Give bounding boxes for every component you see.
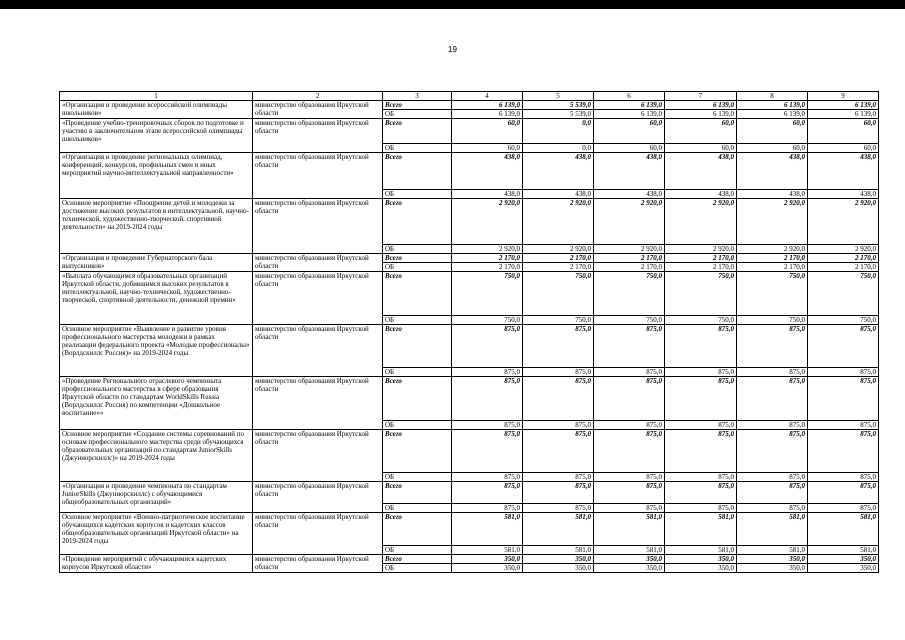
ob-value-cell: 2 920,0	[523, 245, 594, 254]
total-value-cell: 875,0	[523, 482, 594, 504]
ob-value-cell: 0,0	[523, 144, 594, 153]
event-name-cell: «Проведение мероприятий с обучающимися кадетских корпусов Иркутской области»	[60, 555, 253, 573]
ob-value-cell: 6 139,0	[737, 110, 808, 119]
ob-value-cell: 875,0	[523, 473, 594, 482]
table-row	[60, 325, 879, 368]
event-name-cell: «Организация и проведение Губернаторского бала выпускников»	[60, 254, 253, 272]
funding-kind-total: Всего	[383, 513, 452, 546]
total-value-cell: 2 170,0	[665, 254, 737, 263]
ob-value-cell: 2 170,0	[594, 263, 665, 272]
ob-value-cell: 60,0	[737, 144, 808, 153]
total-value-cell: 438,0	[665, 153, 737, 190]
total-value-cell: 2 170,0	[452, 254, 523, 263]
total-value-cell: 350,0	[452, 555, 523, 564]
ob-value-cell: 350,0	[594, 564, 665, 573]
ob-value-cell: 750,0	[808, 316, 879, 325]
funding-kind-ob: ОБ	[383, 421, 452, 430]
table-row	[60, 377, 879, 421]
executor-cell: министерство образования Иркутской области	[253, 555, 383, 573]
column-header: 5	[523, 92, 594, 101]
event-name-cell: «Выплата обучающимся образовательных организаций Иркутской области, добившимся высоких результатов в интеллектуальной, научно-технической, художественно-творческой, спортивной деятельности, денежной премии»	[60, 272, 253, 325]
event-name-cell: Основное мероприятие «Выявление и развитие уровня профессионального мастерства молодежи в рамках реализации федерального проекта «Молодые профессионалы» (Ворлдскиллс Россия)» на 2019-2024 годы	[60, 325, 253, 377]
total-value-cell: 875,0	[523, 325, 594, 368]
total-value-cell: 875,0	[452, 430, 523, 473]
ob-value-cell: 750,0	[523, 316, 594, 325]
event-name-cell: «Организация и проведение всероссийской олимпиады школьников»	[60, 101, 253, 119]
ob-value-cell: 581,0	[523, 546, 594, 555]
event-name-cell: «Организация и проведение чемпионата по стандартам JuniorSkills (Джуниорскиллс) с обучающимися общеобразовательных организаций»	[60, 482, 253, 513]
ob-value-cell: 2 920,0	[737, 245, 808, 254]
ob-value-cell: 875,0	[594, 368, 665, 377]
total-value-cell: 2 920,0	[594, 199, 665, 245]
total-value-cell: 750,0	[737, 272, 808, 316]
ob-value-cell: 875,0	[665, 421, 737, 430]
top-border-bar	[0, 0, 905, 9]
ob-value-cell: 875,0	[452, 473, 523, 482]
ob-value-cell: 875,0	[737, 473, 808, 482]
ob-value-cell: 6 139,0	[452, 110, 523, 119]
ob-value-cell: 875,0	[665, 368, 737, 377]
ob-value-cell: 750,0	[737, 316, 808, 325]
funding-kind-total: Всего	[383, 555, 452, 564]
ob-value-cell: 581,0	[594, 546, 665, 555]
funding-kind-total: Всего	[383, 482, 452, 504]
ob-value-cell: 875,0	[594, 473, 665, 482]
table-row	[60, 199, 879, 245]
total-value-cell: 875,0	[737, 377, 808, 421]
ob-value-cell: 350,0	[523, 564, 594, 573]
ob-value-cell: 875,0	[452, 368, 523, 377]
ob-value-cell: 875,0	[452, 421, 523, 430]
ob-value-cell: 2 920,0	[594, 245, 665, 254]
ob-value-cell: 875,0	[808, 368, 879, 377]
total-value-cell: 438,0	[523, 153, 594, 190]
total-value-cell: 6 139,0	[737, 101, 808, 110]
funding-kind-ob: ОБ	[383, 473, 452, 482]
ob-value-cell: 875,0	[737, 421, 808, 430]
funding-kind-total: Всего	[383, 199, 452, 245]
total-value-cell: 875,0	[808, 325, 879, 368]
total-value-cell: 875,0	[665, 325, 737, 368]
ob-value-cell: 581,0	[808, 546, 879, 555]
column-header: 3	[383, 92, 452, 101]
ob-value-cell: 875,0	[808, 504, 879, 513]
total-value-cell: 438,0	[808, 153, 879, 190]
ob-value-cell: 2 170,0	[808, 263, 879, 272]
total-value-cell: 60,0	[808, 119, 879, 144]
executor-cell: министерство образования Иркутской области	[253, 482, 383, 513]
ob-value-cell: 438,0	[594, 190, 665, 199]
ob-value-cell: 60,0	[808, 144, 879, 153]
executor-cell: министерство образования Иркутской области	[253, 254, 383, 272]
budget-table	[59, 91, 879, 573]
total-value-cell: 875,0	[808, 377, 879, 421]
total-value-cell: 2 920,0	[665, 199, 737, 245]
ob-value-cell: 750,0	[594, 316, 665, 325]
total-value-cell: 438,0	[452, 153, 523, 190]
table-row	[60, 513, 879, 546]
table-row	[60, 119, 879, 144]
total-value-cell: 875,0	[523, 377, 594, 421]
funding-kind-ob: ОБ	[383, 564, 452, 573]
total-value-cell: 750,0	[808, 272, 879, 316]
ob-value-cell: 350,0	[665, 564, 737, 573]
total-value-cell: 60,0	[665, 119, 737, 144]
total-value-cell: 60,0	[452, 119, 523, 144]
ob-value-cell: 60,0	[452, 144, 523, 153]
ob-value-cell: 350,0	[737, 564, 808, 573]
total-value-cell: 581,0	[665, 513, 737, 546]
table-row	[60, 555, 879, 564]
funding-kind-ob: ОБ	[383, 504, 452, 513]
executor-cell: министерство образования Иркутской области	[253, 153, 383, 199]
table-row	[60, 101, 879, 110]
ob-value-cell: 2 920,0	[808, 245, 879, 254]
executor-cell: министерство образования Иркутской области	[253, 272, 383, 325]
ob-value-cell: 875,0	[523, 504, 594, 513]
total-value-cell: 875,0	[594, 482, 665, 504]
executor-cell: министерство образования Иркутской области	[253, 513, 383, 555]
ob-value-cell: 750,0	[452, 316, 523, 325]
total-value-cell: 6 139,0	[594, 101, 665, 110]
total-value-cell: 750,0	[665, 272, 737, 316]
total-value-cell: 750,0	[523, 272, 594, 316]
funding-kind-ob: ОБ	[383, 190, 452, 199]
funding-kind-total: Всего	[383, 272, 452, 316]
ob-value-cell: 438,0	[665, 190, 737, 199]
ob-value-cell: 2 170,0	[452, 263, 523, 272]
ob-value-cell: 438,0	[523, 190, 594, 199]
ob-value-cell: 438,0	[808, 190, 879, 199]
page-number: 19	[448, 45, 457, 54]
ob-value-cell: 581,0	[452, 546, 523, 555]
total-value-cell: 350,0	[523, 555, 594, 564]
ob-value-cell: 2 170,0	[737, 263, 808, 272]
ob-value-cell: 438,0	[737, 190, 808, 199]
funding-kind-total: Всего	[383, 119, 452, 144]
total-value-cell: 350,0	[808, 555, 879, 564]
ob-value-cell: 2 170,0	[523, 263, 594, 272]
ob-value-cell: 2 920,0	[452, 245, 523, 254]
ob-value-cell: 875,0	[452, 504, 523, 513]
total-value-cell: 60,0	[594, 119, 665, 144]
funding-kind-total: Всего	[383, 254, 452, 263]
total-value-cell: 875,0	[452, 325, 523, 368]
total-value-cell: 875,0	[737, 430, 808, 473]
total-value-cell: 2 920,0	[737, 199, 808, 245]
total-value-cell: 581,0	[523, 513, 594, 546]
ob-value-cell: 875,0	[808, 473, 879, 482]
total-value-cell: 2 920,0	[452, 199, 523, 245]
total-value-cell: 750,0	[594, 272, 665, 316]
total-value-cell: 875,0	[665, 377, 737, 421]
ob-value-cell: 875,0	[665, 473, 737, 482]
ob-value-cell: 2 920,0	[665, 245, 737, 254]
total-value-cell: 875,0	[523, 430, 594, 473]
ob-value-cell: 438,0	[452, 190, 523, 199]
total-value-cell: 0,0	[523, 119, 594, 144]
total-value-cell: 875,0	[808, 482, 879, 504]
executor-cell: министерство образования Иркутской области	[253, 325, 383, 377]
event-name-cell: Основное мероприятие «Создание системы соревнований по основам профессионального мастерства среди обучающихся образовательных организаций по стандартам JuniorSkills (Джуниорскиллс)» на 2019-2024 годы	[60, 430, 253, 482]
funding-kind-total: Всего	[383, 325, 452, 368]
ob-value-cell: 875,0	[808, 421, 879, 430]
total-value-cell: 875,0	[594, 377, 665, 421]
column-header: 6	[594, 92, 665, 101]
total-value-cell: 875,0	[452, 377, 523, 421]
table-row	[60, 254, 879, 263]
ob-value-cell: 581,0	[665, 546, 737, 555]
ob-value-cell: 60,0	[594, 144, 665, 153]
ob-value-cell: 60,0	[665, 144, 737, 153]
ob-value-cell: 5 539,0	[523, 110, 594, 119]
total-value-cell: 875,0	[737, 482, 808, 504]
column-header: 7	[665, 92, 737, 101]
funding-kind-ob: ОБ	[383, 316, 452, 325]
total-value-cell: 2 920,0	[523, 199, 594, 245]
table-row	[60, 482, 879, 504]
total-value-cell: 6 139,0	[665, 101, 737, 110]
ob-value-cell: 2 170,0	[665, 263, 737, 272]
total-value-cell: 2 170,0	[808, 254, 879, 263]
total-value-cell: 350,0	[665, 555, 737, 564]
ob-value-cell: 6 139,0	[594, 110, 665, 119]
funding-kind-ob: ОБ	[383, 144, 452, 153]
funding-kind-total: Всего	[383, 430, 452, 473]
funding-kind-total: Всего	[383, 377, 452, 421]
funding-kind-ob: ОБ	[383, 245, 452, 254]
total-value-cell: 6 139,0	[452, 101, 523, 110]
total-value-cell: 581,0	[737, 513, 808, 546]
ob-value-cell: 350,0	[452, 564, 523, 573]
event-name-cell: «Проведение Регионального отраслевого чемпионата профессионального мастерства в сфере образования Иркутской области по стандартам WorldSkills Russia (Ворлдскиллс Россия) по компетенции «Дошкольное воспитание»»	[60, 377, 253, 430]
executor-cell: министерство образования Иркутской области	[253, 199, 383, 254]
funding-kind-ob: ОБ	[383, 110, 452, 119]
total-value-cell: 875,0	[594, 430, 665, 473]
total-value-cell: 581,0	[452, 513, 523, 546]
total-value-cell: 875,0	[665, 430, 737, 473]
total-value-cell: 438,0	[737, 153, 808, 190]
total-value-cell: 6 139,0	[808, 101, 879, 110]
event-name-cell: Основное мероприятие «Военно-патриотическое воспитание обучающихся кадетских корпусов и кадетских классов общеобразовательных организаций Иркутской области» на 2019-2024 годы	[60, 513, 253, 555]
column-header: 9	[808, 92, 879, 101]
executor-cell: министерство образования Иркутской области	[253, 119, 383, 153]
total-value-cell: 875,0	[452, 482, 523, 504]
ob-value-cell: 6 139,0	[665, 110, 737, 119]
funding-kind-total: Всего	[383, 101, 452, 110]
ob-value-cell: 6 139,0	[808, 110, 879, 119]
ob-value-cell: 875,0	[523, 368, 594, 377]
total-value-cell: 350,0	[737, 555, 808, 564]
ob-value-cell: 581,0	[737, 546, 808, 555]
total-value-cell: 2 170,0	[523, 254, 594, 263]
total-value-cell: 438,0	[594, 153, 665, 190]
total-value-cell: 350,0	[594, 555, 665, 564]
table-row	[60, 272, 879, 316]
total-value-cell: 60,0	[737, 119, 808, 144]
total-value-cell: 875,0	[808, 430, 879, 473]
event-name-cell: «Организация и проведение региональных олимпиад, конференций, конкурсов, профильных смен и иных мероприятий научно-интеллектуальной направленности»	[60, 153, 253, 199]
funding-kind-ob: ОБ	[383, 368, 452, 377]
column-header: 1	[60, 92, 253, 101]
ob-value-cell: 350,0	[808, 564, 879, 573]
table-row	[60, 153, 879, 190]
executor-cell: министерство образования Иркутской области	[253, 377, 383, 430]
total-value-cell: 750,0	[452, 272, 523, 316]
ob-value-cell: 875,0	[737, 368, 808, 377]
total-value-cell: 5 539,0	[523, 101, 594, 110]
total-value-cell: 581,0	[594, 513, 665, 546]
total-value-cell: 581,0	[808, 513, 879, 546]
ob-value-cell: 875,0	[665, 504, 737, 513]
total-value-cell: 2 920,0	[808, 199, 879, 245]
column-header: 8	[737, 92, 808, 101]
column-header: 2	[253, 92, 383, 101]
funding-kind-ob: ОБ	[383, 263, 452, 272]
ob-value-cell: 750,0	[665, 316, 737, 325]
table-row	[60, 430, 879, 473]
ob-value-cell: 875,0	[737, 504, 808, 513]
executor-cell: министерство образования Иркутской области	[253, 101, 383, 119]
total-value-cell: 2 170,0	[594, 254, 665, 263]
event-name-cell: «Проведение учебно-тренировочных сборов по подготовке и участию в заключительном этапе всероссийской олимпиады школьников»	[60, 119, 253, 153]
funding-kind-total: Всего	[383, 153, 452, 190]
total-value-cell: 2 170,0	[737, 254, 808, 263]
executor-cell: министерство образования Иркутской области	[253, 430, 383, 482]
ob-value-cell: 875,0	[594, 504, 665, 513]
header-row	[60, 92, 879, 101]
total-value-cell: 875,0	[737, 325, 808, 368]
funding-kind-ob: ОБ	[383, 546, 452, 555]
ob-value-cell: 875,0	[523, 421, 594, 430]
ob-value-cell: 875,0	[594, 421, 665, 430]
total-value-cell: 875,0	[594, 325, 665, 368]
column-header: 4	[452, 92, 523, 101]
total-value-cell: 875,0	[665, 482, 737, 504]
event-name-cell: Основное мероприятие «Поощрение детей и молодежи за достижение высоких результатов в интеллектуальной, научно-технической, художественно-творческой, спортивной деятельности» на 2019-2024 годы	[60, 199, 253, 254]
